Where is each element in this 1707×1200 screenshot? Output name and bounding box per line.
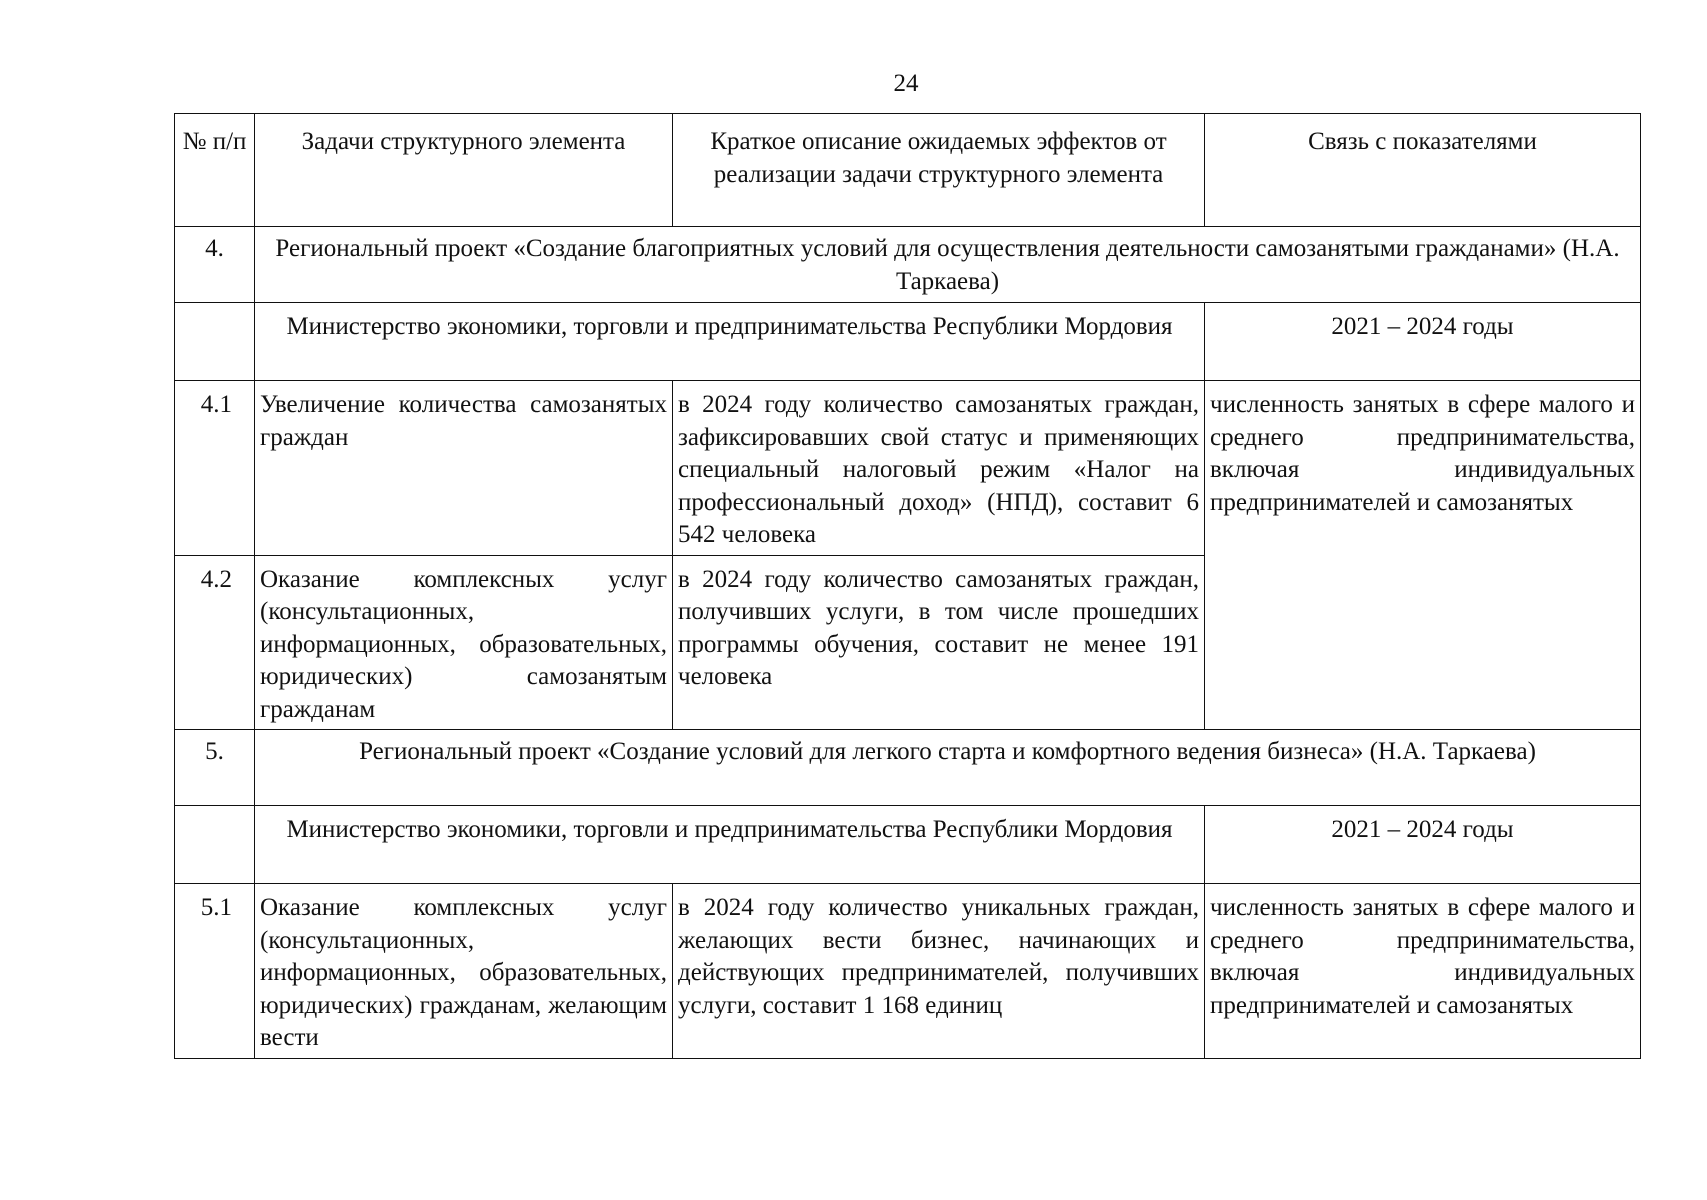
row-number: 4.1	[175, 381, 255, 556]
row-effect: в 2024 году количество самозанятых граждан, зафиксировавших свой статус и применяющих специальный налоговый режим «Налог на профессиональный доход» (НПД), составит 6 542 человека	[673, 381, 1205, 556]
page-number: 24	[893, 70, 919, 97]
section-4-row	[175, 227, 1641, 303]
section-5-number: 5.	[175, 730, 255, 806]
section-4-title: Региональный проект «Создание благоприятных условий для осуществления деятельности самозанятыми гражданами» (Н.А. Таркаева)	[255, 227, 1641, 303]
row-number: 5.1	[175, 884, 255, 1059]
section-5-ministry: Министерство экономики, торговли и предпринимательства Республики Мордовия	[255, 806, 1205, 884]
row-link: численность занятых в сфере малого и среднего предпринимательства, включая индивидуальных предпринимателей и самозанятых	[1205, 381, 1641, 730]
section-5-period: 2021 – 2024 годы	[1205, 806, 1641, 884]
section-4-ministry-row	[175, 303, 1641, 381]
section-5-ministry-row	[175, 806, 1641, 884]
header-tasks: Задачи структурного элемента	[255, 114, 673, 227]
program-table	[174, 113, 1641, 1059]
table-header-row	[175, 114, 1641, 227]
section-4-ministry: Министерство экономики, торговли и предпринимательства Республики Мордовия	[255, 303, 1205, 381]
header-num: № п/п	[175, 114, 255, 227]
table-row	[175, 381, 1641, 556]
section-4-ministry-blank	[175, 303, 255, 381]
section-4-number: 4.	[175, 227, 255, 303]
section-5-ministry-blank	[175, 806, 255, 884]
row-number: 4.2	[175, 555, 255, 730]
row-task: Оказание комплексных услуг (консультационных, информационных, образовательных, юридических) самозанятым гражданам	[255, 555, 673, 730]
table-row	[175, 884, 1641, 1059]
section-5-row	[175, 730, 1641, 806]
section-4-period: 2021 – 2024 годы	[1205, 303, 1641, 381]
header-effects: Краткое описание ожидаемых эффектов от реализации задачи структурного элемента	[673, 114, 1205, 227]
row-effect: в 2024 году количество уникальных граждан, желающих вести бизнес, начинающих и действующих предпринимателей, получивших услуги, составит 1 168 единиц	[673, 884, 1205, 1059]
row-effect: в 2024 году количество самозанятых граждан, получивших услуги, в том числе прошедших программы обучения, составит не менее 191 человека	[673, 555, 1205, 730]
section-5-title: Региональный проект «Создание условий для легкого старта и комфортного ведения бизнеса» (Н.А. Таркаева)	[255, 730, 1641, 806]
header-link: Связь с показателями	[1205, 114, 1641, 227]
row-task: Оказание комплексных услуг (консультационных, информационных, образовательных, юридических) гражданам, желающим вести	[255, 884, 673, 1059]
row-link: численность занятых в сфере малого и среднего предпринимательства, включая индивидуальных предпринимателей и самозанятых	[1205, 884, 1641, 1059]
row-task: Увеличение количества самозанятых граждан	[255, 381, 673, 556]
